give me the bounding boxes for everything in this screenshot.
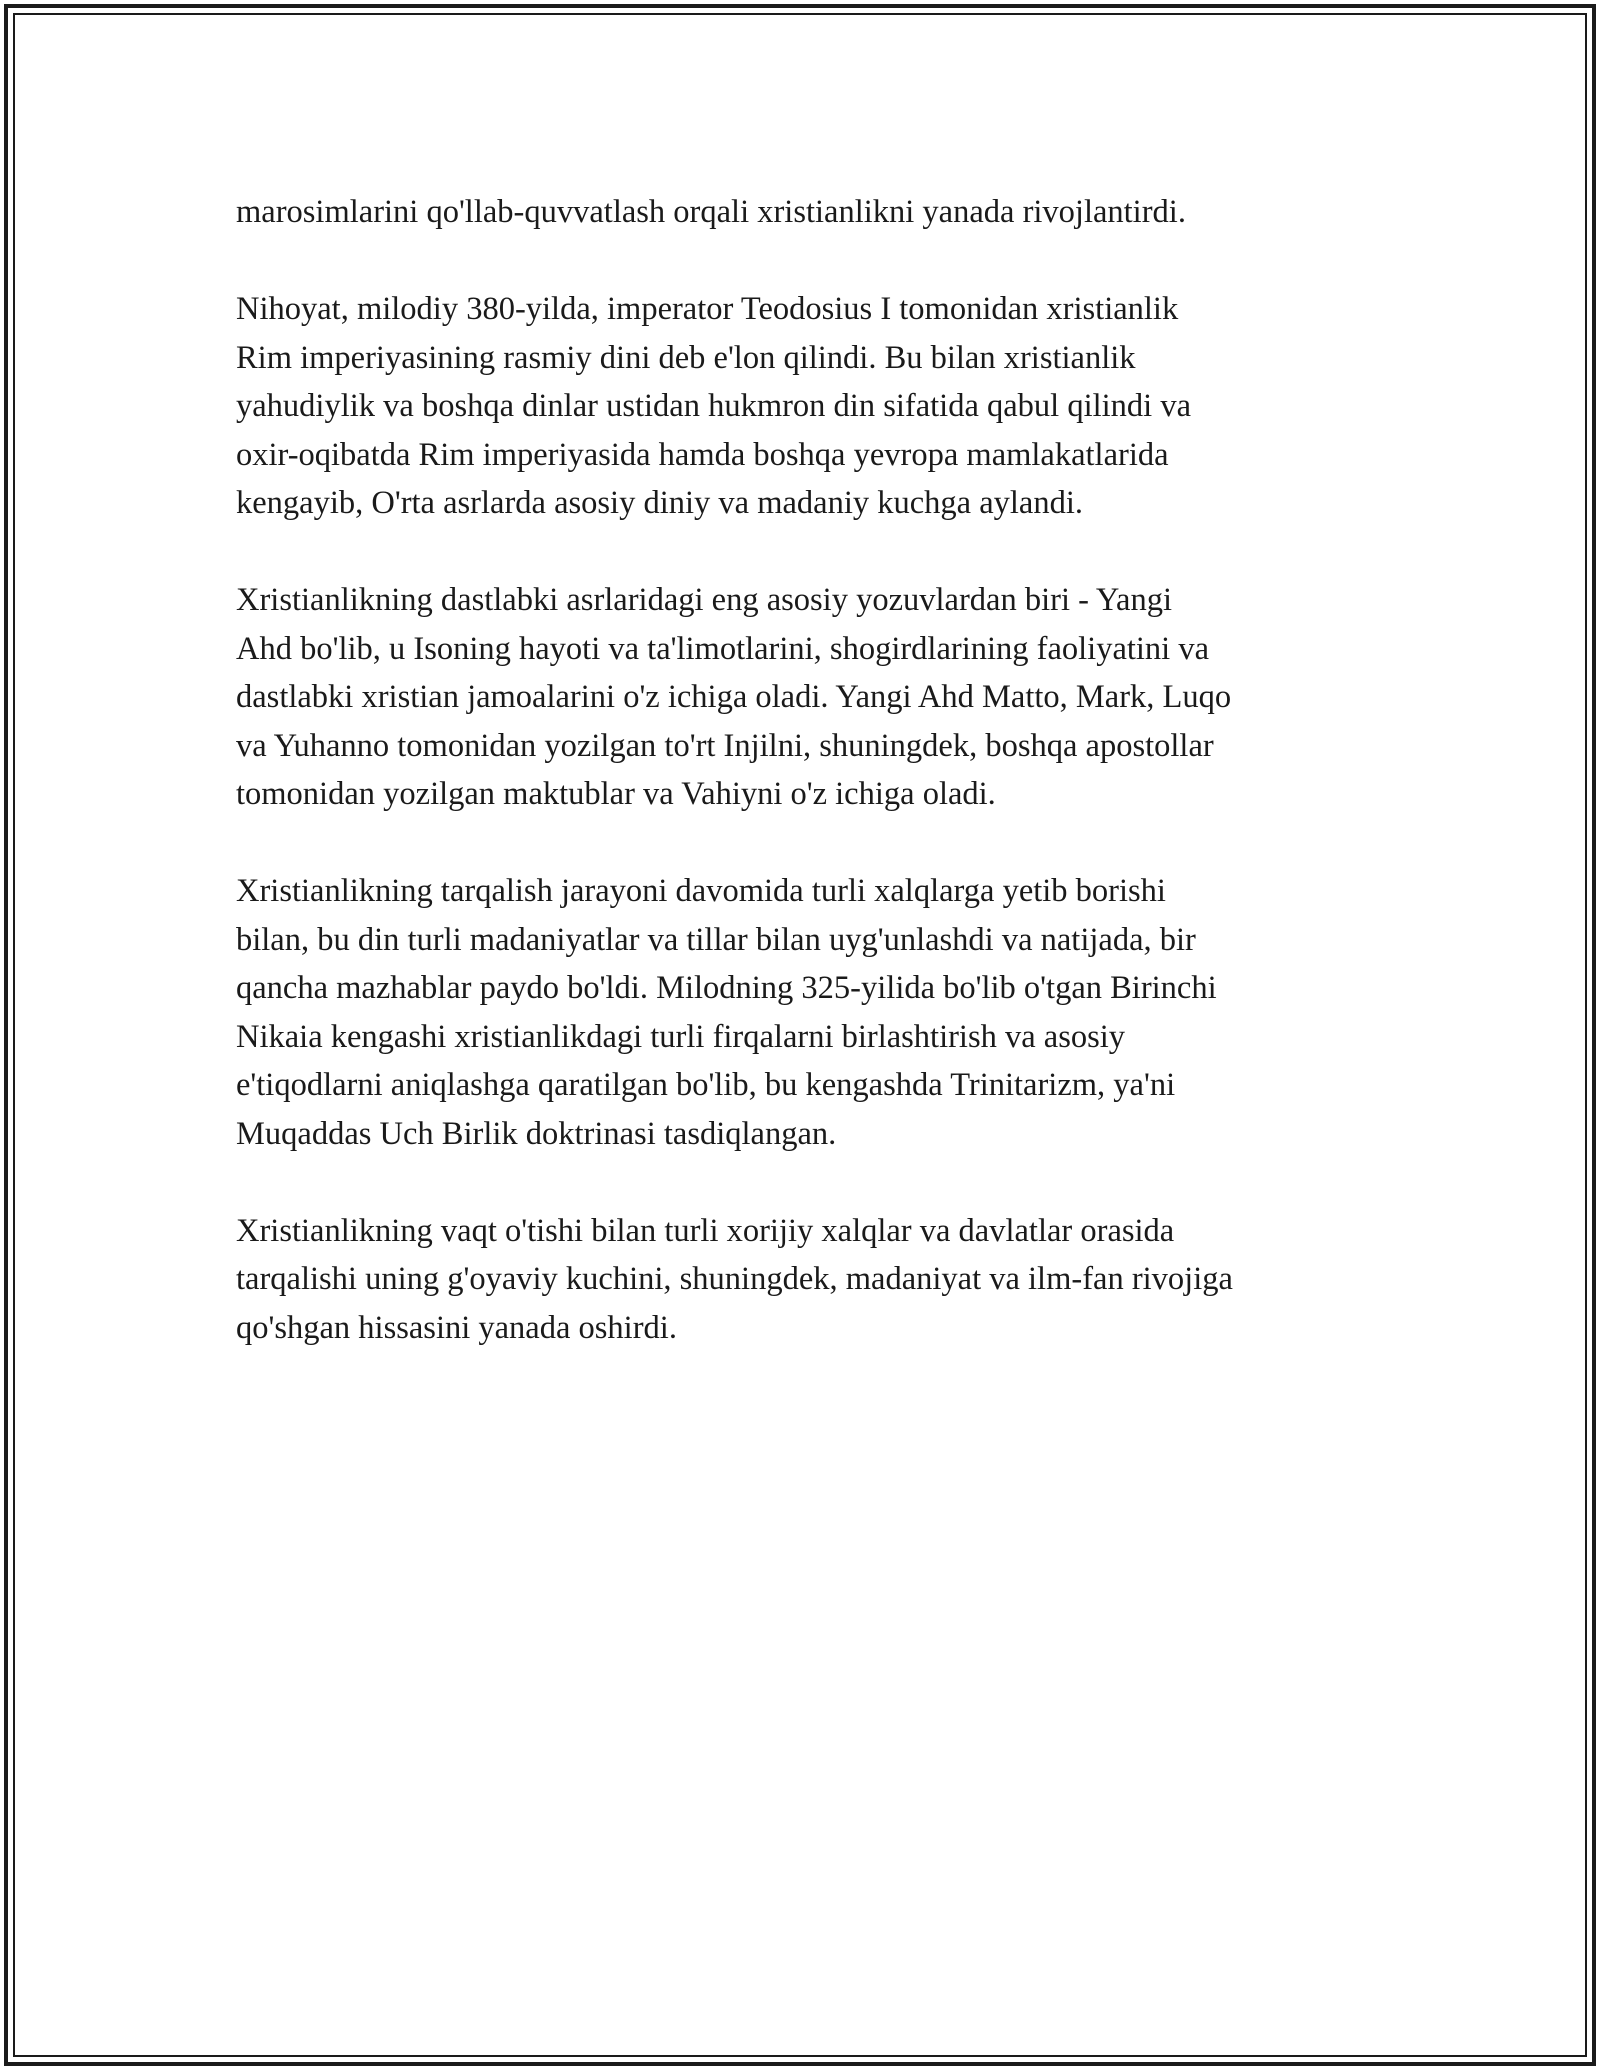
paragraph-3 (236, 576, 1386, 819)
paragraph-1 (236, 188, 1386, 237)
paragraph-5 (236, 1207, 1386, 1353)
text-line: kengayib, O'rta asrlarda asosiy diniy va madaniy kuchga aylandi. (236, 485, 1083, 521)
text-line: Muqaddas Uch Birlik doktrinasi tasdiqlangan. (236, 1115, 837, 1152)
text-line: qo'shgan hissasini yanada oshirdi. (236, 1309, 677, 1346)
text-line: bilan, bu din turli madaniyatlar va tillar bilan uyg'unlashdi va natijada, bir (236, 921, 1196, 958)
paragraph-4 (236, 867, 1386, 1158)
text-line: marosimlarini qo'llab-quvvatlash orqali xristianlikni yanada rivojlantirdi. (236, 194, 1186, 230)
text-line: Xristianlikning vaqt o'tishi bilan turli xorijiy xalqlar va davlatlar orasida (236, 1212, 1175, 1249)
text-line: Ahd bo'lib, u Isoning hayoti va ta'limotlarini, shogirdlarining faoliyatini va (236, 630, 1210, 667)
text-line: Nikaia kengashi xristianlikdagi turli firqalarni birlashtirish va asosiy (236, 1018, 1126, 1055)
text-line: va Yuhanno tomonidan yozilgan to'rt Injilni, shuningdek, boshqa apostollar (236, 727, 1214, 764)
text-line: dastlabki xristian jamoalarini o'z ichiga oladi. Yangi Ahd Matto, Mark, Luqo (236, 679, 1232, 715)
text-line: tarqalishi uning g'oyaviy kuchini, shuningdek, madaniyat va ilm-fan rivojiga (236, 1261, 1233, 1297)
paragraph-2 (236, 285, 1386, 528)
text-line: Xristianlikning dastlabki asrlaridagi eng asosiy yozuvlardan biri - Yangi (236, 582, 1173, 618)
text-line: oxir-oqibatda Rim imperiyasida hamda boshqa yevropa mamlakatlarida (236, 436, 1169, 473)
document-body (236, 188, 1386, 1401)
text-line: Rim imperiyasining rasmiy dini deb e'lon qilindi. Bu bilan xristianlik (236, 339, 1136, 376)
text-line: yahudiylik va boshqa dinlar ustidan hukmron din sifatida qabul qilindi va (236, 388, 1191, 424)
text-line: tomonidan yozilgan maktublar va Vahiyni o'z ichiga oladi. (236, 776, 996, 812)
text-line: Xristianlikning tarqalish jarayoni davomida turli xalqlarga yetib borishi (236, 873, 1166, 909)
text-line: e'tiqodlarni aniqlashga qaratilgan bo'lib, bu kengashda Trinitarizm, ya'ni (236, 1067, 1176, 1103)
text-line: Nihoyat, milodiy 380-yilda, imperator Teodosius I tomonidan xristianlik (236, 291, 1179, 327)
text-line: qancha mazhablar paydo bo'ldi. Milodning 325-yilida bo'lib o'tgan Birinchi (236, 970, 1217, 1006)
